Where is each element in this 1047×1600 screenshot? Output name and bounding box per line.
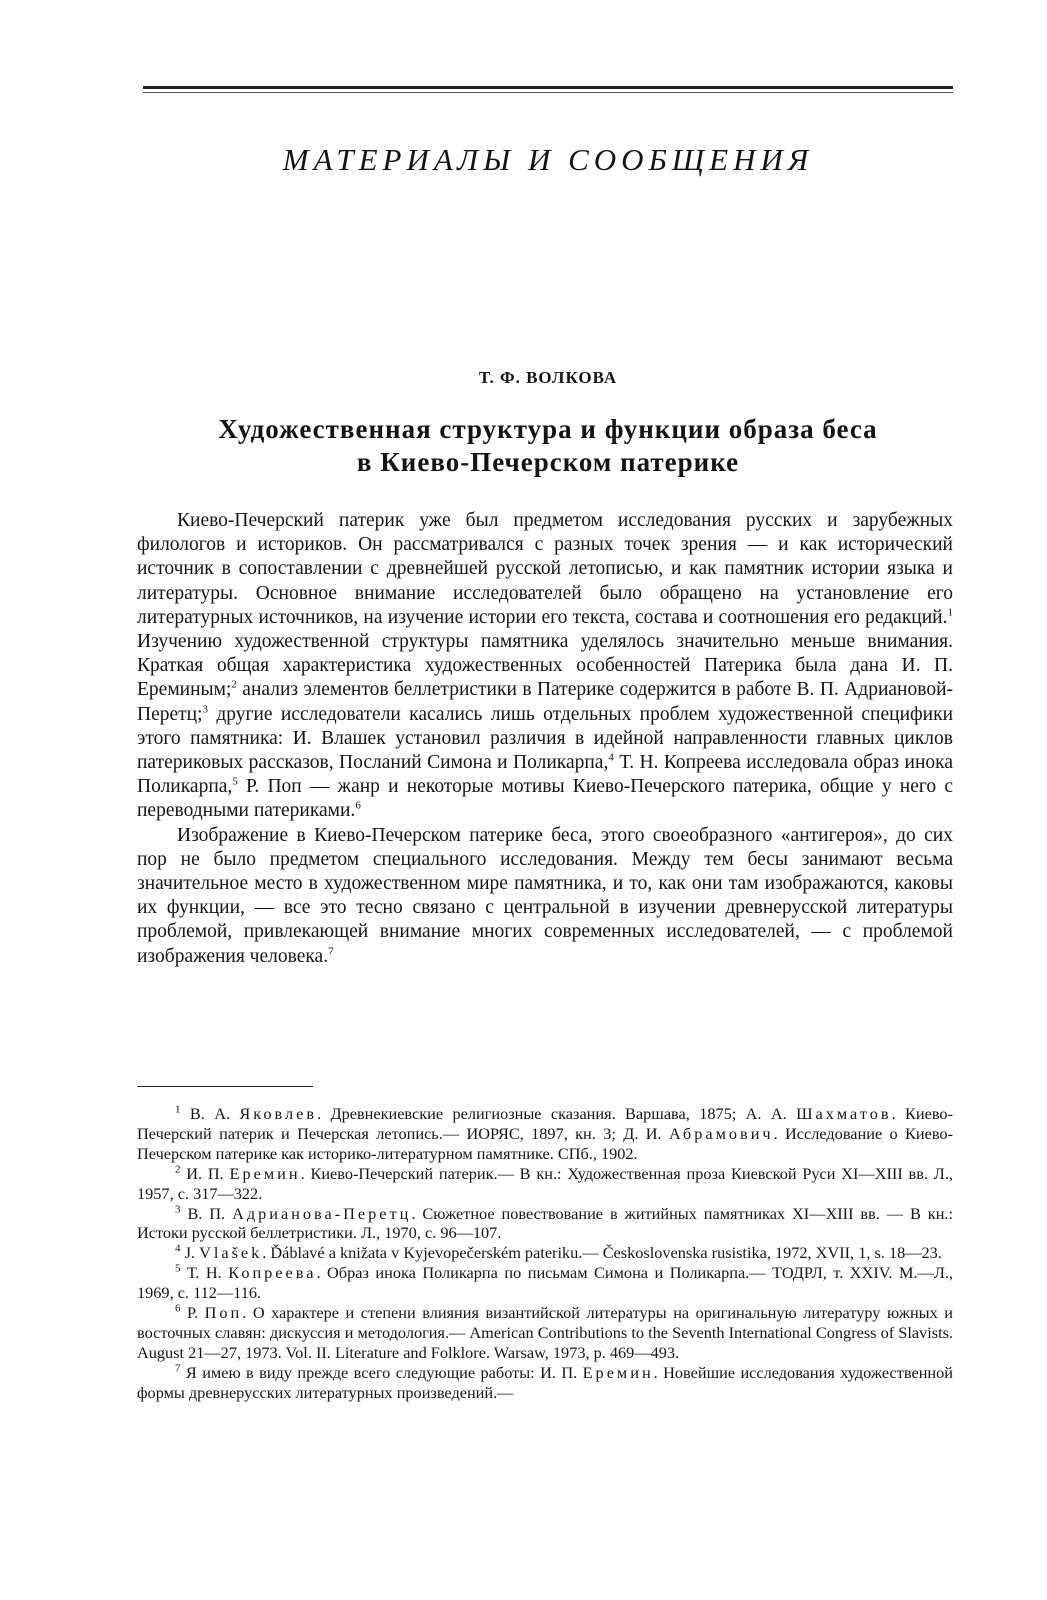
footnote-4 — [137, 1243, 953, 1263]
footnote-text: В. П. — [187, 1203, 233, 1223]
footnote-text: . Исследование о Киево-Печерском патерике как историко-литературном памятнике. СПб., 1902. — [137, 1123, 953, 1163]
article-title-line-1: Художественная структура и функции образа беса — [218, 414, 878, 444]
footnote-number: 2 — [175, 1163, 181, 1176]
footnote-2 — [137, 1164, 953, 1204]
footnote-author: Яковлев — [239, 1104, 318, 1123]
footnote-text: . Киево-Печерский патерик.— В кн.: Художественная проза Киевской Руси XI—XIII вв. Л., 1957, с. 317—322. — [137, 1163, 953, 1203]
footnote-text: Я имею в виду прежде всего следующие работы: И. П. — [185, 1362, 583, 1382]
footnote-7 — [137, 1363, 953, 1403]
body-text: Киево-Печерский патерик уже был предметом исследования русских и зарубежных филологов и историков. Он рассматривался с разных точек зрения — и как исторический источник в сопоставлении с древнейшей русской летописью, и как памятник истории языка и литературы. Основное внимание исследователей было обращено на установление его литературных источников, на изучение истории его текста, состава и соотношения его редакций. — [137, 510, 953, 628]
footnote-5 — [137, 1263, 953, 1303]
body-text: Т. Н. Копреева исследовала образ инока Поликарпа, — [137, 752, 953, 798]
footnote-number: 7 — [175, 1362, 181, 1375]
body-paragraph-2 — [137, 824, 953, 969]
footnote-text: В. А. — [189, 1104, 240, 1123]
footnote-ref-5: 5 — [232, 775, 238, 788]
footnote-number: 3 — [175, 1203, 181, 1216]
footnote-number: 5 — [175, 1262, 181, 1275]
footnote-text: . Древнекиевские религиозные сказания. Варшава, 1875; А. А. — [317, 1104, 797, 1123]
footnote-text: J. — [184, 1243, 200, 1263]
body-text: анализ элементов беллетристики в Патерике содержится в работе В. П. Адриановой-Перетц; — [137, 679, 953, 725]
footnote-1 — [137, 1104, 953, 1164]
footnote-ref-4: 4 — [608, 751, 614, 764]
footnote-text: И. П. — [186, 1163, 230, 1183]
footnote-author: Абрамович — [668, 1123, 774, 1143]
article-title-line-2: в Киево-Печерском патерике — [356, 447, 740, 477]
body-paragraph-1 — [137, 509, 953, 824]
article-title — [143, 413, 953, 479]
section-heading: МАТЕРИАЛЫ И СООБЩЕНИЯ — [282, 142, 814, 177]
body-text: Изображение в Киево-Печерском патерике беса, этого своеобразного «антигероя», до сих пор не было предметом специального исследования. Между тем бесы занимают весьма значительное место в художественном мире памятника, и то, как они там изображаются, каковы их функции, — все это тесно связано с центральной в изучении древнерусской литературы проблемой, привлекающей внимание многих современных исследователей, — с проблемой изображения человека. — [137, 824, 953, 967]
footnote-text: . Образ инока Поликарпа по письмам Симона и Поликарпа.— ТОДРЛ, т. XXIV. М.—Л., 1969, с. 112—116. — [137, 1263, 953, 1303]
footnote-number: 1 — [175, 1103, 181, 1116]
footnote-text: . Ďáblavé a knižata v Kyjevopečerském pateriku.— Československa rusistika, 1972, XVII, 1, s. 18—23. — [262, 1243, 942, 1263]
footnote-ref-7: 7 — [328, 945, 334, 958]
header-rule — [143, 86, 953, 89]
article-author: Т. Ф. ВОЛКОВА — [478, 368, 618, 387]
footnote-author: Адрианова-Перетц — [232, 1203, 412, 1223]
footnote-6 — [137, 1303, 953, 1363]
body-text: другие исследователи касались лишь отдельных проблем художественной специфики этого памятника: И. Влашек установил различия в идейной направленности главных циклов патериковых рассказов, Посланий Симона и Поликарпа, — [137, 703, 953, 774]
footnote-author: Копреева — [228, 1263, 317, 1283]
footnote-3 — [137, 1204, 953, 1244]
footnote-text: . Новейшие исследования художественной формы древнерусских литературных произведений.— — [137, 1362, 953, 1402]
footnote-ref-6: 6 — [355, 799, 361, 812]
footnote-number: 4 — [175, 1242, 181, 1255]
header-rule-thin — [143, 92, 953, 93]
footnote-rule — [137, 1086, 313, 1087]
body-text: Р. Поп — жанр и некоторые мотивы Киево-Печерского патерика, общие у него с переводными патериками. — [137, 776, 953, 822]
footnote-author: Еремин — [582, 1362, 654, 1382]
footnote-number: 6 — [175, 1302, 181, 1315]
footnote-author: Еремин — [229, 1163, 301, 1183]
footnote-ref-2: 2 — [231, 678, 237, 691]
footnote-author: Vlašek — [199, 1243, 263, 1263]
footnote-ref-3: 3 — [202, 703, 209, 716]
body-text: Изучению художественной структуры памятника уделялось значительно меньше внимания. Краткая общая характеристика художественных особенностей Патерика была дана И. П. Ереминым; — [137, 631, 953, 701]
footnotes — [137, 1104, 953, 1403]
footnote-author: Поп — [204, 1303, 243, 1323]
footnote-text: Р. — [187, 1303, 205, 1323]
footnote-text: . Киево-Печерский патерик и Печерская летопись.— ИОРЯС, 1897, кн. 3; Д. И. — [137, 1104, 953, 1143]
footnote-text: . О характере и степени влияния византийской литературы на оригинальную литературу южных и восточных славян: дискуссия и методология.— American Contributions to the Seventh International Congress of Slavists. August 21—27, 1973. Vol. II. Literature and Folklore. Warsaw, 1973, p. 469—493. — [137, 1303, 953, 1362]
footnote-ref-1: 1 — [947, 606, 953, 619]
footnote-text: . Сюжетное повествование в житийных памятниках XI—XIII вв. — В кн.: Истоки русской беллетристики. Л., 1970, с. 96—107. — [137, 1203, 954, 1243]
article-body — [137, 509, 953, 969]
footnote-text: Т. Н. — [187, 1263, 229, 1283]
footnote-author: Шахматов — [796, 1104, 892, 1123]
